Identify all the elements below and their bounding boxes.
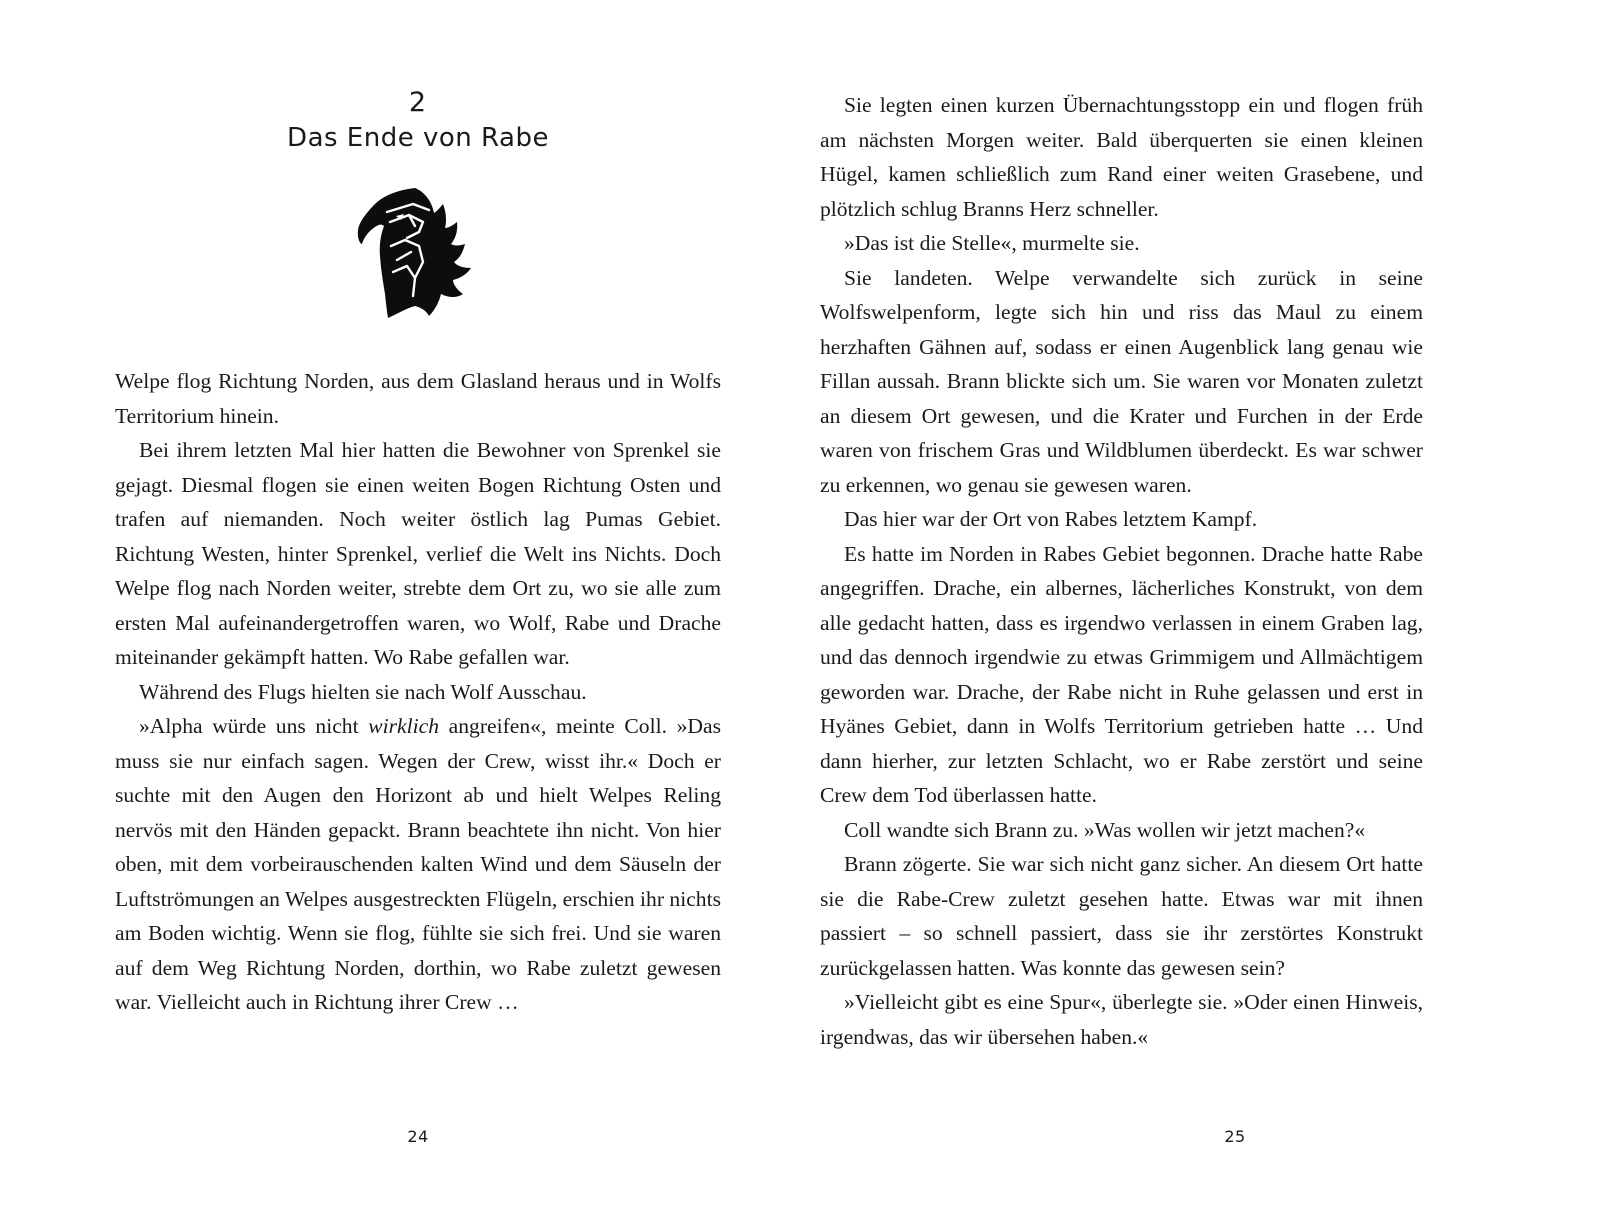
paragraph: »Vielleicht gibt es eine Spur«, überlegte sie. »Oder einen Hinweis, irgendwas, das wir übersehen haben.«: [820, 990, 1423, 1049]
paragraph: Coll wandte sich Brann zu. »Was wollen wir jetzt machen?«: [844, 817, 1366, 842]
paragraph: Brann zögerte. Sie war sich nicht ganz sicher. An diesem Ort hatte sie die Rabe-Crew zuletzt gesehen hatte. Etwas war mit ihnen passiert – so schnell passiert, dass sie ihr zerstörtes Konstrukt zurückgelassen hatten. Was konnte das gewesen sein?: [820, 852, 1423, 980]
page-number-right: 25: [1224, 1127, 1246, 1146]
paragraph: [115, 709, 721, 1020]
page-number-left: 24: [407, 1127, 429, 1146]
chapter-number: 2: [408, 87, 428, 118]
chapter-title: Das Ende von Rabe: [287, 123, 549, 153]
paragraph: Während des Flugs hielten sie nach Wolf Ausschau.: [139, 679, 587, 704]
paragraph: Das hier war der Ort von Rabes letztem Kampf.: [844, 507, 1258, 531]
left-body-text: [115, 364, 721, 1020]
paragraph: »Das ist die Stelle«, murmelte sie.: [844, 231, 1140, 255]
paragraph: Es hatte im Norden in Rabes Gebiet begonnen. Drache hatte Rabe angegriffen. Drache, ein albernes, lächerliches Konstrukt, von dem alle gedacht hatten, dass es irgendwo verlassen in einem Graben lag, und das dennoch irgendwie zu etwas Grimmigem und Allmächtigem geworden war. Drache, der Rabe nicht in Ruhe gelassen und erst in Hyänes Gebiet, dann in Wolfs Territorium getrieben hatte … Und dann hierher, zur letzten Schlacht, wo er Rabe zerstört und seine Crew dem Tod überlassen hatte.: [820, 541, 1423, 807]
text-run: angreifen«, meinte Coll. »Das muss sie nur einfach sagen. Wegen der Crew, wisst ihr.« Doch er suchte mit den Augen den Horizont ab und hielt Welpes Reling nervös mit den Händen gepackt. Brann beachtete ihn nicht. Von hier oben, mit dem vorbeirauschenden kalten Wind und dem Säuseln der Luftströmungen an Welpes ausgestreckten Flügeln, erschien ihr nichts am Boden wichtig. Wenn sie flog, fühlte sie sich frei. Und sie waren auf dem Weg Richtung Norden, dorthin, wo Rabe zuletzt gewesen war. Vielleicht auch in Richtung ihrer Crew …: [115, 714, 721, 1014]
emphasis: wirklich: [368, 714, 440, 738]
paragraph: Welpe flog Richtung Norden, aus dem Glasland heraus und in Wolfs Territorium hinein.: [115, 369, 721, 428]
paragraph: Sie landeten. Welpe verwandelte sich zurück in seine Wolfswelpenform, legte sich hin und riss das Maul zu einem herzhaften Gähnen auf, sodass er einen Augenblick lang genau wie Fillan aussah. Brann blickte sich um. Sie waren vor Monaten zuletzt an diesem Ort gewesen, und die Krater und Furchen in der Erde waren von frischem Gras und Wildblumen überdeckt. Es war schwer zu erkennen, wo genau sie gewesen waren.: [820, 265, 1423, 497]
text-run: »Alpha würde uns nicht: [139, 714, 369, 738]
paragraph: Bei ihrem letzten Mal hier hatten die Bewohner von Sprenkel sie gejagt. Diesmal flogen sie einen weiten Bogen Richtung Osten und trafen auf niemanden. Noch weiter östlich lag Pumas Gebiet. Richtung Westen, hinter Sprenkel, verlief die Welt ins Nichts. Doch Welpe flog nach Norden weiter, strebte dem Ort zu, wo sie alle zum ersten Mal aufeinandergetroffen waren, wo Wolf, Rabe und Drache miteinander gekämpft hatten. Wo Rabe gefallen war.: [115, 438, 721, 669]
paragraph: Sie legten einen kurzen Übernachtungsstopp ein und flogen früh am nächsten Morgen weiter. Bald überquerten sie einen kleinen Hügel, kamen schließlich zum Rand einer weiten Grasebene, und plötzlich schlug Branns Herz schneller.: [820, 93, 1423, 221]
raven-head-icon: [357, 182, 477, 320]
right-page: [800, 0, 1600, 1229]
right-body-text: [820, 88, 1423, 1054]
